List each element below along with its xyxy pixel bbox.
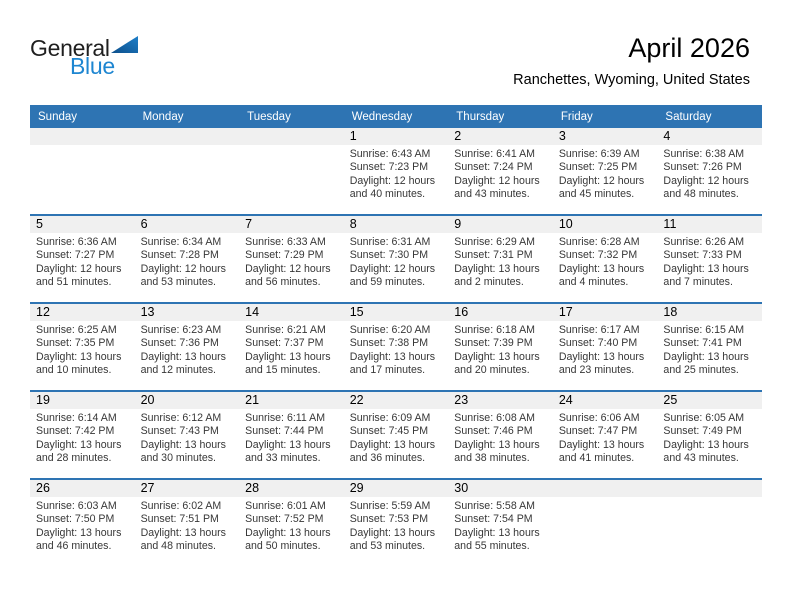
day-number-band: 12 (30, 304, 135, 321)
daylight-text: Daylight: 13 hours (558, 350, 645, 363)
daylight-text-cont: and 23 minutes. (558, 364, 635, 377)
daylight-text: Daylight: 13 hours (140, 438, 226, 451)
day-number-band: 18 (657, 304, 762, 321)
day-cell (657, 128, 762, 214)
day-cell (553, 392, 658, 478)
day-cell (553, 216, 658, 302)
day-info (448, 145, 553, 202)
sunset-text: Sunset: 7:31 PM (454, 249, 533, 262)
daylight-text: Daylight: 13 hours (558, 438, 645, 451)
weekday-label: Sunday (38, 110, 78, 123)
day-cell (344, 304, 449, 390)
sunrise-text: Sunrise: 6:20 AM (349, 324, 431, 336)
sunset-text: Sunset: 7:24 PM (454, 161, 533, 174)
sunrise-text: Sunrise: 5:59 AM (349, 500, 431, 512)
sunset-text: Sunset: 7:40 PM (558, 337, 638, 350)
day-number-band: 17 (553, 304, 658, 321)
day-info (135, 233, 240, 290)
day-info (657, 321, 762, 378)
day-number-band: 8 (344, 216, 449, 233)
sunrise-text: Sunrise: 6:02 AM (140, 500, 222, 512)
day-cell (30, 480, 135, 566)
sunrise-text: Sunrise: 6:26 AM (663, 236, 745, 248)
sunrise-text: Sunrise: 6:43 AM (349, 148, 431, 160)
day-number-band: 19 (30, 392, 135, 409)
sunset-text: Sunset: 7:43 PM (140, 425, 219, 438)
day-info (553, 145, 658, 202)
day-info (657, 233, 762, 290)
daylight-text-cont: and 51 minutes. (36, 276, 112, 289)
day-number-band: 13 (135, 304, 240, 321)
day-info (135, 409, 240, 466)
day-cell (30, 216, 135, 302)
day-number-band: 22 (344, 392, 449, 409)
sunset-text: Sunset: 7:41 PM (663, 337, 742, 350)
sunset-text: Sunset: 7:23 PM (349, 161, 429, 174)
weekday-label: Monday (142, 110, 184, 123)
sunset-text: Sunset: 7:47 PM (558, 425, 638, 438)
sunset-text: Sunset: 7:32 PM (558, 249, 638, 262)
day-cell (239, 392, 344, 478)
daylight-text-cont: and 17 minutes. (349, 364, 426, 377)
sunrise-text: Sunrise: 6:39 AM (558, 148, 640, 160)
day-number-band: 16 (448, 304, 553, 321)
daylight-text-cont: and 43 minutes. (663, 452, 739, 465)
day-cell (553, 304, 658, 390)
weekday-header-row (30, 105, 762, 128)
sunrise-text: Sunrise: 6:38 AM (663, 148, 745, 160)
daylight-text: Daylight: 12 hours (454, 174, 540, 187)
day-cell (448, 304, 553, 390)
sunset-text: Sunset: 7:33 PM (663, 249, 742, 262)
day-info (135, 497, 240, 554)
sunset-text: Sunset: 7:39 PM (454, 337, 533, 350)
logo-text-blue: Blue (70, 53, 115, 79)
day-cell (135, 480, 240, 566)
daylight-text-cont: and 4 minutes. (558, 276, 629, 289)
day-number-band: 6 (135, 216, 240, 233)
daylight-text-cont: and 43 minutes. (454, 188, 530, 201)
daylight-text: Daylight: 12 hours (36, 262, 122, 275)
day-cell (344, 392, 449, 478)
day-number-band: 11 (657, 216, 762, 233)
page-subtitle: Ranchettes, Wyoming, United States (513, 72, 750, 88)
day-cell (553, 128, 658, 214)
daylight-text-cont: and 28 minutes. (36, 452, 112, 465)
day-info (30, 233, 135, 290)
daylight-text-cont: and 46 minutes. (36, 540, 112, 553)
daylight-text-cont: and 56 minutes. (245, 276, 321, 289)
sunrise-text: Sunrise: 6:29 AM (454, 236, 535, 248)
empty-day-cell (239, 128, 344, 214)
day-number-band (239, 128, 344, 145)
sunrise-text: Sunrise: 6:08 AM (454, 412, 535, 424)
sunrise-text: Sunrise: 6:03 AM (36, 500, 117, 512)
sunset-text: Sunset: 7:38 PM (349, 337, 429, 350)
sunset-text: Sunset: 7:35 PM (36, 337, 115, 350)
day-number-band: 27 (135, 480, 240, 497)
day-info (239, 409, 344, 466)
week-row (30, 128, 762, 214)
day-cell (30, 392, 135, 478)
daylight-text: Daylight: 13 hours (245, 350, 331, 363)
day-info (344, 409, 449, 466)
day-cell (657, 216, 762, 302)
sunrise-text: Sunrise: 6:14 AM (36, 412, 117, 424)
day-cell (448, 216, 553, 302)
daylight-text: Daylight: 13 hours (245, 526, 331, 539)
day-number-band: 28 (239, 480, 344, 497)
daylight-text-cont: and 36 minutes. (349, 452, 426, 465)
calendar (30, 105, 762, 566)
day-cell (344, 480, 449, 566)
day-cell (448, 480, 553, 566)
day-number-band: 9 (448, 216, 553, 233)
day-number-band (30, 128, 135, 145)
sunrise-text: Sunrise: 6:05 AM (663, 412, 745, 424)
day-cell (239, 480, 344, 566)
sunrise-text: Sunrise: 6:11 AM (245, 412, 326, 424)
daylight-text: Daylight: 13 hours (349, 350, 436, 363)
sunset-text: Sunset: 7:44 PM (245, 425, 324, 438)
sunset-text: Sunset: 7:51 PM (140, 513, 219, 526)
daylight-text-cont: and 48 minutes. (140, 540, 216, 553)
daylight-text: Daylight: 13 hours (349, 526, 436, 539)
daylight-text-cont: and 53 minutes. (140, 276, 216, 289)
sunrise-text: Sunrise: 6:34 AM (140, 236, 222, 248)
daylight-text-cont: and 33 minutes. (245, 452, 321, 465)
sunrise-text: Sunrise: 6:09 AM (349, 412, 431, 424)
weekday-label: Friday (560, 110, 593, 123)
day-number-band: 30 (448, 480, 553, 497)
day-number-band: 15 (344, 304, 449, 321)
sunrise-text: Sunrise: 6:28 AM (558, 236, 640, 248)
daylight-text-cont: and 30 minutes. (140, 452, 216, 465)
daylight-text: Daylight: 13 hours (140, 526, 226, 539)
day-cell (657, 392, 762, 478)
daylight-text: Daylight: 13 hours (140, 350, 226, 363)
sunset-text: Sunset: 7:50 PM (36, 513, 115, 526)
daylight-text-cont: and 20 minutes. (454, 364, 530, 377)
day-info (344, 321, 449, 378)
empty-day-cell (657, 480, 762, 566)
weekday-label: Wednesday (351, 110, 413, 123)
daylight-text-cont: and 10 minutes. (36, 364, 112, 377)
daylight-text: Daylight: 13 hours (454, 526, 540, 539)
day-number-band (135, 128, 240, 145)
daylight-text-cont: and 40 minutes. (349, 188, 426, 201)
daylight-text: Daylight: 13 hours (245, 438, 331, 451)
sunrise-text: Sunrise: 6:25 AM (36, 324, 117, 336)
daylight-text: Daylight: 13 hours (36, 438, 122, 451)
logo-text-general: General (30, 35, 110, 61)
daylight-text-cont: and 45 minutes. (558, 188, 635, 201)
sunrise-text: Sunrise: 6:33 AM (245, 236, 326, 248)
daylight-text-cont: and 7 minutes. (663, 276, 733, 289)
day-info (239, 497, 344, 554)
day-info (448, 233, 553, 290)
calendar-weeks (30, 128, 762, 566)
day-info (239, 321, 344, 378)
day-info (553, 409, 658, 466)
day-cell (135, 216, 240, 302)
sunrise-text: Sunrise: 6:23 AM (140, 324, 222, 336)
day-info (657, 409, 762, 466)
sunset-text: Sunset: 7:54 PM (454, 513, 533, 526)
weekday-label: Tuesday (247, 110, 291, 123)
day-number-band: 10 (553, 216, 658, 233)
day-info (657, 145, 762, 202)
day-info (344, 497, 449, 554)
day-number-band: 14 (239, 304, 344, 321)
sunrise-text: Sunrise: 6:17 AM (558, 324, 640, 336)
day-cell (448, 128, 553, 214)
day-number-band: 1 (344, 128, 449, 145)
daylight-text-cont: and 38 minutes. (454, 452, 530, 465)
sunrise-text: Sunrise: 6:06 AM (558, 412, 640, 424)
day-cell (135, 392, 240, 478)
day-cell (239, 216, 344, 302)
daylight-text-cont: and 53 minutes. (349, 540, 426, 553)
sunset-text: Sunset: 7:53 PM (349, 513, 429, 526)
sunset-text: Sunset: 7:36 PM (140, 337, 219, 350)
sunrise-text: Sunrise: 6:36 AM (36, 236, 117, 248)
daylight-text: Daylight: 13 hours (454, 438, 540, 451)
day-number-band: 23 (448, 392, 553, 409)
sunset-text: Sunset: 7:29 PM (245, 249, 324, 262)
empty-day-cell (553, 480, 658, 566)
day-cell (239, 304, 344, 390)
daylight-text-cont: and 48 minutes. (663, 188, 739, 201)
day-info (448, 497, 553, 554)
daylight-text: Daylight: 13 hours (663, 262, 749, 275)
daylight-text: Daylight: 12 hours (140, 262, 226, 275)
day-info (344, 145, 449, 202)
day-info (135, 321, 240, 378)
daylight-text: Daylight: 12 hours (663, 174, 749, 187)
daylight-text-cont: and 55 minutes. (454, 540, 530, 553)
daylight-text-cont: and 25 minutes. (663, 364, 739, 377)
day-number-band: 26 (30, 480, 135, 497)
sunrise-text: Sunrise: 6:01 AM (245, 500, 326, 512)
day-number-band: 4 (657, 128, 762, 145)
week-row (30, 390, 762, 478)
day-info (344, 233, 449, 290)
week-row (30, 302, 762, 390)
day-number-band: 2 (448, 128, 553, 145)
sunset-text: Sunset: 7:46 PM (454, 425, 533, 438)
day-info (448, 409, 553, 466)
day-info (30, 409, 135, 466)
day-number-band: 20 (135, 392, 240, 409)
sunrise-text: Sunrise: 6:12 AM (140, 412, 222, 424)
day-number-band (657, 480, 762, 497)
daylight-text: Daylight: 13 hours (663, 438, 749, 451)
day-number-band: 24 (553, 392, 658, 409)
daylight-text: Daylight: 13 hours (454, 262, 540, 275)
day-cell (344, 216, 449, 302)
daylight-text: Daylight: 12 hours (558, 174, 645, 187)
week-row (30, 478, 762, 566)
sunset-text: Sunset: 7:52 PM (245, 513, 324, 526)
sunset-text: Sunset: 7:49 PM (663, 425, 742, 438)
sunset-text: Sunset: 7:30 PM (349, 249, 429, 262)
general-blue-logo (30, 35, 138, 79)
daylight-text: Daylight: 12 hours (349, 262, 436, 275)
page-title: April 2026 (628, 33, 750, 63)
sunrise-text: Sunrise: 6:18 AM (454, 324, 535, 336)
sunset-text: Sunset: 7:25 PM (558, 161, 638, 174)
day-info (448, 321, 553, 378)
weekday-label: Saturday (665, 110, 712, 123)
daylight-text-cont: and 50 minutes. (245, 540, 321, 553)
daylight-text: Daylight: 13 hours (558, 262, 645, 275)
day-cell (657, 304, 762, 390)
sunrise-text: Sunrise: 5:58 AM (454, 500, 535, 512)
daylight-text: Daylight: 12 hours (245, 262, 331, 275)
day-cell (344, 128, 449, 214)
daylight-text: Daylight: 13 hours (663, 350, 749, 363)
weekday-label: Thursday (456, 110, 505, 123)
sunset-text: Sunset: 7:37 PM (245, 337, 324, 350)
day-number-band: 29 (344, 480, 449, 497)
daylight-text-cont: and 59 minutes. (349, 276, 426, 289)
day-number-band: 21 (239, 392, 344, 409)
sunset-text: Sunset: 7:26 PM (663, 161, 742, 174)
sunset-text: Sunset: 7:27 PM (36, 249, 115, 262)
day-info (553, 321, 658, 378)
day-info (553, 233, 658, 290)
title-block (513, 33, 750, 88)
day-info (30, 321, 135, 378)
day-number-band (553, 480, 658, 497)
week-row (30, 214, 762, 302)
daylight-text: Daylight: 13 hours (36, 350, 122, 363)
daylight-text: Daylight: 12 hours (349, 174, 436, 187)
day-cell (30, 304, 135, 390)
sunrise-text: Sunrise: 6:15 AM (663, 324, 745, 336)
daylight-text-cont: and 12 minutes. (140, 364, 216, 377)
day-info (239, 233, 344, 290)
day-number-band: 7 (239, 216, 344, 233)
day-number-band: 3 (553, 128, 658, 145)
sunset-text: Sunset: 7:28 PM (140, 249, 219, 262)
daylight-text-cont: and 2 minutes. (454, 276, 524, 289)
empty-day-cell (135, 128, 240, 214)
day-cell (448, 392, 553, 478)
daylight-text: Daylight: 13 hours (349, 438, 436, 451)
daylight-text-cont: and 15 minutes. (245, 364, 321, 377)
sunset-text: Sunset: 7:45 PM (349, 425, 429, 438)
daylight-text: Daylight: 13 hours (36, 526, 122, 539)
sunrise-text: Sunrise: 6:21 AM (245, 324, 326, 336)
day-cell (135, 304, 240, 390)
daylight-text: Daylight: 13 hours (454, 350, 540, 363)
empty-day-cell (30, 128, 135, 214)
daylight-text-cont: and 41 minutes. (558, 452, 635, 465)
sunset-text: Sunset: 7:42 PM (36, 425, 115, 438)
day-number-band: 5 (30, 216, 135, 233)
sunrise-text: Sunrise: 6:31 AM (349, 236, 431, 248)
day-info (30, 497, 135, 554)
day-number-band: 25 (657, 392, 762, 409)
sunrise-text: Sunrise: 6:41 AM (454, 148, 535, 160)
